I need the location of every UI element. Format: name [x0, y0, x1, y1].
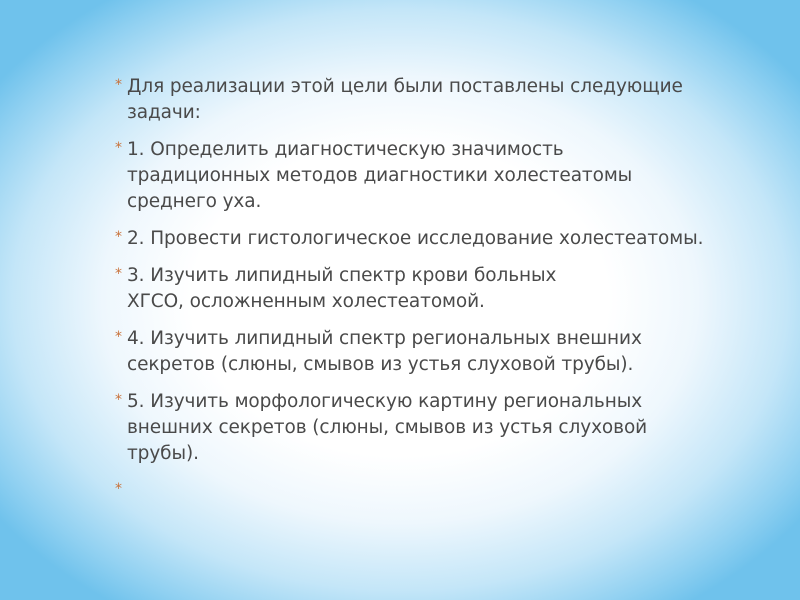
bullet-item — [115, 74, 765, 126]
bullet-marker: * — [115, 481, 122, 497]
bullet-item — [115, 326, 765, 378]
bullet-item — [115, 226, 765, 252]
bullet-text-line: 2. Провести гистологическое исследование холестеатомы. — [127, 228, 704, 249]
bullet-text-line: 1. Определить диагностическую значимость — [127, 139, 564, 160]
bullet-item — [115, 137, 765, 215]
bullet-marker: * — [115, 392, 122, 408]
bullet-text-line: традиционных методов диагностики холестеатомы — [127, 165, 633, 186]
bullet-marker: * — [115, 140, 122, 156]
bullet-text-line: Для реализации этой цели были поставлены следующие — [127, 76, 683, 97]
bullet-text-line: ХГСО, осложненным холестеатомой. — [127, 291, 485, 312]
bullet-marker: * — [115, 266, 122, 282]
bullet-text-line: внешних секретов (слюны, смывов из устья слуховой — [127, 417, 648, 438]
bullet-item — [115, 389, 765, 467]
bullet-text-line: задачи: — [127, 102, 201, 123]
bullet-text-line: трубы). — [127, 443, 199, 464]
bullet-text-line: 4. Изучить липидный спектр региональных внешних — [127, 328, 642, 349]
bullet-marker: * — [115, 329, 122, 345]
bullet-list — [115, 74, 765, 497]
bullet-text-line: среднего уха. — [127, 191, 262, 212]
bullet-marker: * — [115, 229, 122, 245]
bullet-text-line: секретов (слюны, смывов из устья слуховой трубы). — [127, 354, 634, 375]
bullet-text-line: 5. Изучить морфологическую картину региональных — [127, 391, 643, 412]
bullet-text-line: 3. Изучить липидный спектр крови больных — [127, 265, 557, 286]
bullet-marker: * — [115, 77, 122, 93]
bullet-item — [115, 263, 765, 315]
